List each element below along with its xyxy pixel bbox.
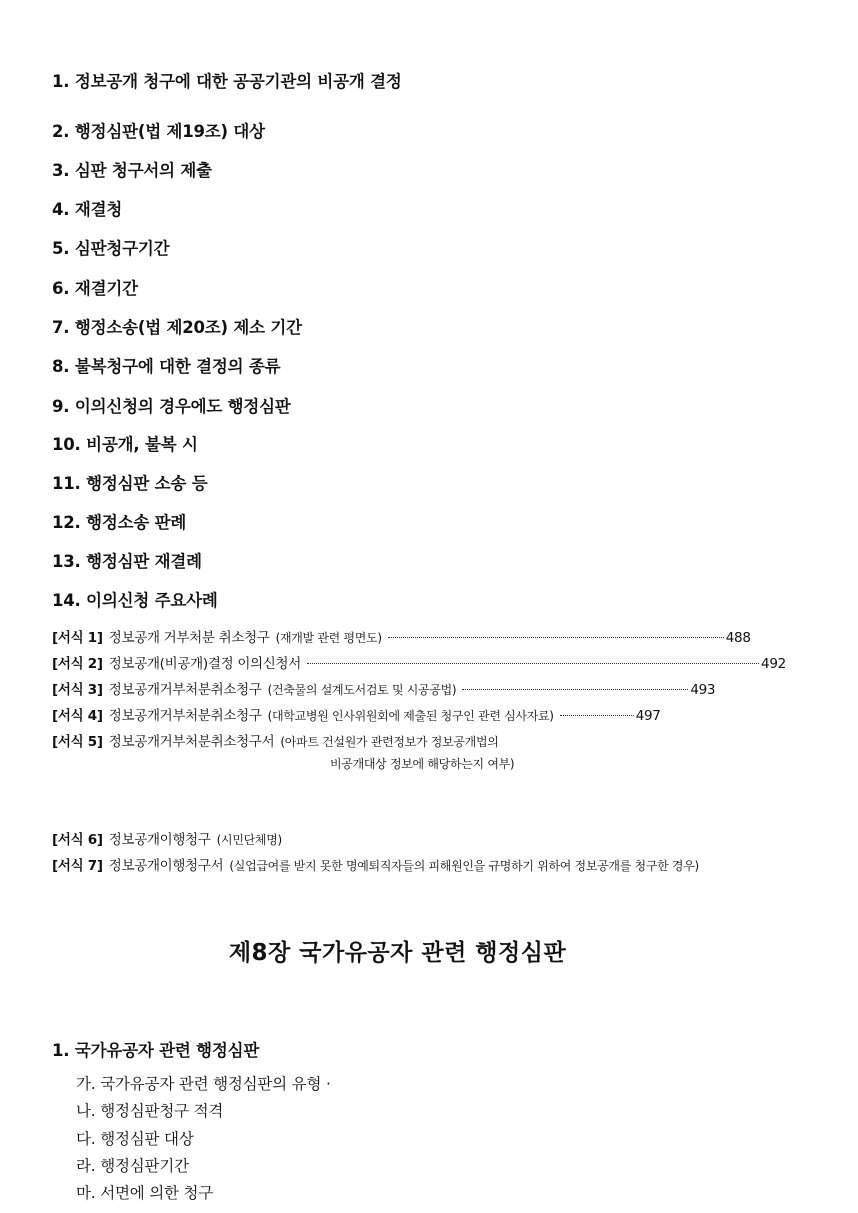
page-number: 488 <box>725 630 751 646</box>
form-title: 정보공개(비공개)결정 이의신청서 <box>108 656 302 672</box>
form-entry <box>52 730 499 750</box>
form-title: 정보공개거부처분취소청구 <box>108 708 262 724</box>
toc-item: 5. 심판청구기간 <box>52 239 170 258</box>
form-note: (시민단체명) <box>216 833 282 847</box>
form-note: (건축물의 설계도서검토 및 시공공법) <box>267 683 457 697</box>
dot-leader <box>462 689 688 690</box>
toc-item: 1. 정보공개 청구에 대한 공공기관의 비공개 결정 <box>52 72 402 91</box>
page-number: 493 <box>690 682 716 698</box>
sub-item: 나. 행정심판청구 적격 <box>76 1102 224 1120</box>
form-title: 정보공개 거부처분 취소청구 <box>108 630 270 646</box>
toc-item: 7. 행정소송(법 제20조) 제소 기간 <box>52 318 302 337</box>
form-entry <box>52 854 699 874</box>
form-tag: [서식 1] <box>52 630 103 646</box>
toc-item: 8. 불복청구에 대한 결정의 종류 <box>52 357 281 376</box>
form-tag: [서식 2] <box>52 656 103 672</box>
toc-item: 6. 재결기간 <box>52 279 138 298</box>
form-tag: [서식 4] <box>52 708 103 724</box>
form-entry <box>52 652 786 672</box>
form-note: (아파트 건설원가 관련정보가 정보공개법의 <box>280 735 499 749</box>
form-tag: [서식 7] <box>52 858 103 874</box>
form-tag: [서식 6] <box>52 832 103 848</box>
form-title: 정보공개거부처분취소청구 <box>108 682 262 698</box>
toc-item: 10. 비공개, 불복 시 <box>52 435 198 454</box>
toc-item: 4. 재결청 <box>52 200 123 219</box>
form-tag: [서식 3] <box>52 682 103 698</box>
toc-item: 12. 행정소송 판례 <box>52 513 187 532</box>
form-tag: [서식 5] <box>52 734 103 750</box>
form-entry <box>52 704 661 724</box>
page-number: 492 <box>761 656 786 672</box>
sub-item: 다. 행정심판 대상 <box>76 1130 194 1148</box>
form-entry <box>52 678 715 698</box>
form-note: (재개발 관련 평면도) <box>275 631 382 645</box>
form-note-continuation: 비공개대상 정보에 해당하는지 여부) <box>330 757 515 771</box>
form-note: (실업급여를 받지 못한 명예퇴직자들의 피해원인을 규명하기 위하여 정보공개를 청구한 경우) <box>229 859 699 873</box>
dot-leader <box>560 715 634 716</box>
form-title: 정보공개이행청구 <box>108 832 211 848</box>
dot-leader <box>307 663 759 664</box>
form-entry <box>52 626 751 646</box>
form-title: 정보공개이행청구서 <box>108 858 224 874</box>
toc-item: 13. 행정심판 재결례 <box>52 552 202 571</box>
sub-item: 라. 행정심판기간 <box>76 1157 189 1175</box>
toc-item: 3. 심판 청구서의 제출 <box>52 161 212 180</box>
dot-leader <box>388 637 724 638</box>
form-title: 정보공개거부처분취소청구서 <box>108 734 275 750</box>
sub-item: 가. 국가유공자 관련 행정심판의 유형 · <box>76 1075 331 1093</box>
page-number: 497 <box>635 708 661 724</box>
chapter-title: 제8장 국가유공자 관련 행정심판 <box>228 940 567 966</box>
toc-item: 9. 이의신청의 경우에도 행정심판 <box>52 397 291 416</box>
form-note: (대학교병원 인사위원회에 제출된 청구인 관련 심사자료) <box>267 709 554 723</box>
sub-item: 마. 서면에 의한 청구 <box>76 1184 214 1202</box>
toc-item: 11. 행정심판 소송 등 <box>52 474 208 493</box>
toc-item: 2. 행정심판(법 제19조) 대상 <box>52 122 265 141</box>
form-entry <box>52 828 282 848</box>
section-heading: 1. 국가유공자 관련 행정심판 <box>52 1041 260 1060</box>
toc-item: 14. 이의신청 주요사례 <box>52 591 218 610</box>
